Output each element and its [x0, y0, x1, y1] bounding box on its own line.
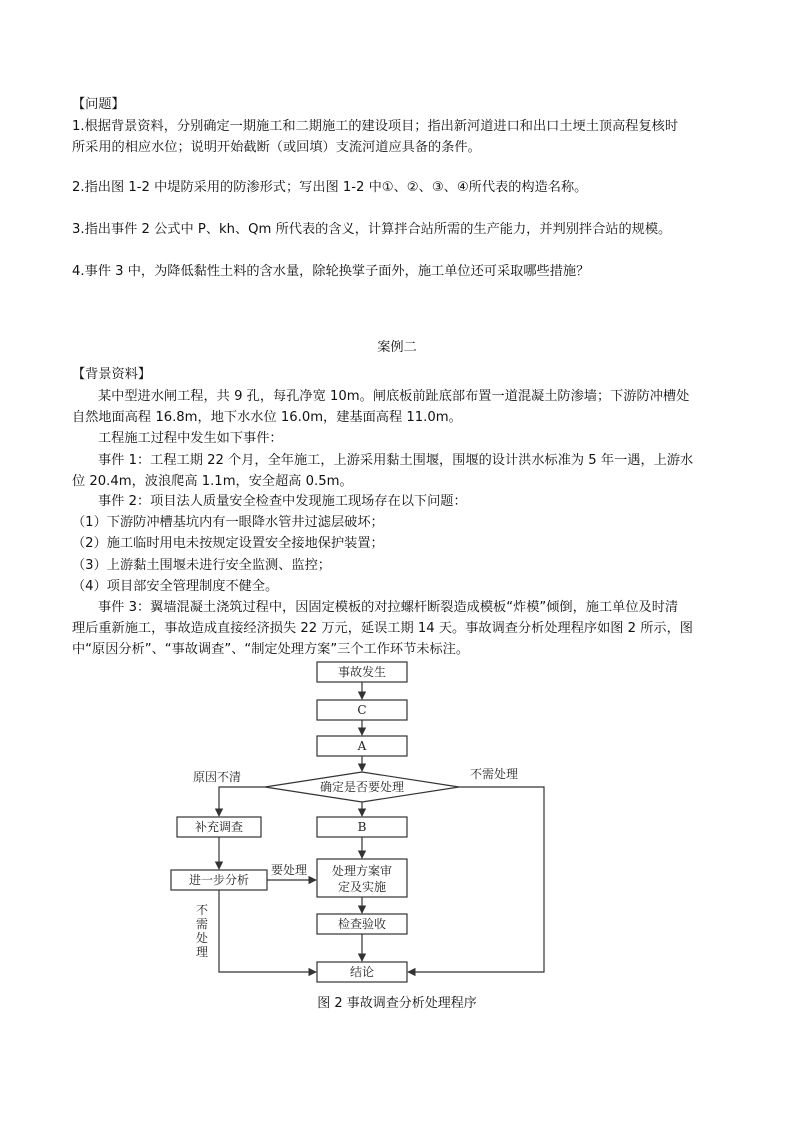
question-3: 3.指出事件 2 公式中 P、kh、Qm 所代表的含义，计算拌合站所需的生产能力，并判别拌合站的规模。 — [72, 222, 672, 237]
event-2-item-2: （2）施工临时用电未按规定设置安全接地保护装置； — [72, 536, 384, 551]
event-2-item-4: （4）项目部安全管理制度不健全。 — [72, 579, 279, 594]
event-1-line-1: 事件 1：工程工期 22 个月，全年施工，上游采用黏土围堰，围堰的设计洪水标准为 5 年一遇，上游水 — [98, 453, 694, 468]
figure-caption: 图 2 事故调查分析处理程序 — [317, 996, 477, 1011]
event-1-line-2: 位 20.4m，波浪爬高 1.1m，安全超高 0.5m。 — [72, 474, 353, 489]
question-1-line-2: 所采用的相应水位；说明开始截断（或回填）支流河道应具备的条件。 — [72, 140, 481, 155]
event-3-line-3: 中“原因分析”、“事故调查”、“制定处理方案”三个工作环节未标注。 — [72, 642, 470, 657]
accident-procedure-flowchart — [160, 660, 560, 990]
label-implement-2: 定及实施 — [337, 880, 387, 894]
label-no-need-v4: 理 — [195, 945, 209, 959]
event-2-item-3: （3）上游黏土围堰未进行安全监测、监控； — [72, 558, 331, 573]
label-c: C — [357, 703, 367, 717]
question-2: 2.指出图 1-2 中堤防采用的防渗形式；写出图 1-2 中①、②、③、④所代表的构造名称。 — [72, 180, 588, 195]
label-no-need-v2: 需 — [195, 917, 209, 931]
label-end: 结论 — [349, 965, 375, 979]
label-no-need: 不需处理 — [469, 767, 519, 781]
label-need: 要处理 — [270, 863, 308, 877]
event-3-line-1: 事件 3：翼墙混凝土浇筑过程中，因固定模板的对拉螺杆断裂造成模板“炸模”倾倒，施工单位及时清 — [98, 600, 679, 615]
question-4: 4.事件 3 中，为降低黏性土料的含水量，除轮换掌子面外，施工单位还可采取哪些措施？ — [72, 264, 590, 279]
label-no-need-v1: 不 — [195, 903, 209, 917]
label-b: B — [357, 820, 367, 834]
label-supplement: 补充调查 — [194, 820, 244, 834]
background-p1-line-2: 自然地面高程 16.8m，地下水水位 16.0m，建基面高程 11.0m。 — [72, 410, 462, 425]
event-3-line-2: 理后重新施工，事故造成直接经济损失 22 万元，延误工期 14 天。事故调查分析处理程序如图 2 所示，图 — [72, 621, 693, 636]
label-implement-1: 处理方案审 — [331, 864, 393, 878]
label-decision: 确定是否要处理 — [319, 780, 405, 794]
questions-header: 【问题】 — [72, 97, 125, 112]
label-a: A — [357, 739, 367, 753]
event-2-item-1: （1）下游防冲槽基坑内有一眼降水管井过滤层破坏； — [72, 515, 384, 530]
label-check: 检查验收 — [337, 917, 387, 931]
background-header: 【背景资料】 — [72, 367, 152, 382]
case-title: 案例二 — [377, 340, 417, 355]
event-2: 事件 2：项目法人质量安全检查中发现施工现场存在以下问题： — [98, 494, 467, 509]
label-cause-unclear: 原因不清 — [192, 770, 242, 784]
label-no-need-v3: 处 — [195, 931, 209, 945]
label-start: 事故发生 — [337, 665, 387, 679]
background-p2: 工程施工过程中发生如下事件： — [98, 431, 283, 446]
background-p1-line-1: 某中型进水闸工程，共 9 孔，每孔净宽 10m。闸底板前趾底部布置一道混凝土防渗墙；下游防冲槽处 — [98, 389, 690, 404]
label-further: 进一步分析 — [188, 873, 250, 887]
question-1-line-1: 1.根据背景资料，分别确定一期施工和二期施工的建设项目；指出新河道进口和出口土埂土顶高程复核时 — [72, 119, 679, 134]
